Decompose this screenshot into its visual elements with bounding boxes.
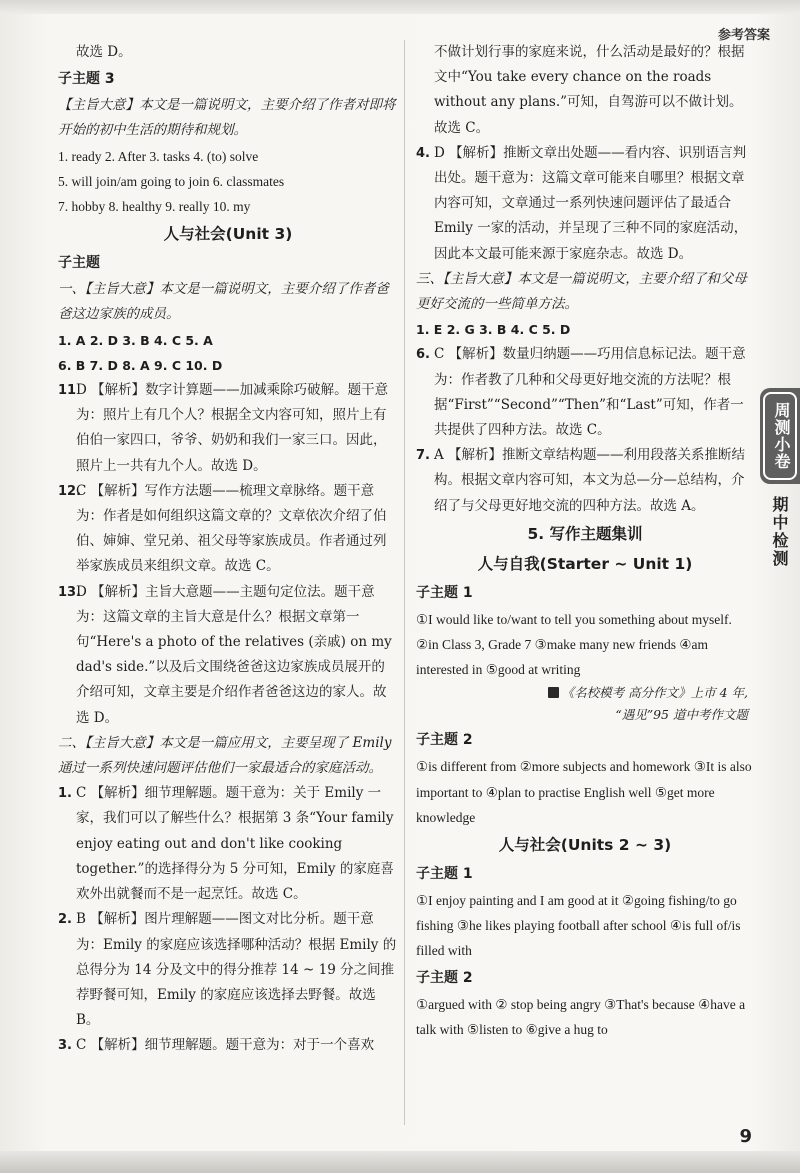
subtopic-3-answers-1: 1. ready 2. After 3. tasks 4. (to) solve [58, 148, 259, 164]
part1-main-idea: 一、【主旨大意】本文是一篇说明文，主要介绍了作者爸爸这边家族的成员。 [58, 281, 389, 323]
question-number: 2. [58, 912, 72, 928]
writing-subtopic-2-answers: ①is different from ②more subjects and homework ③It is also important to ④plan to practise English well ⑤get more knowledge [416, 759, 752, 825]
answers-row-1: 1. A 2. D 3. B 4. C 5. A [58, 332, 213, 348]
question-number: 6. [416, 347, 430, 363]
question-number: 13. [58, 584, 82, 600]
part2-question-4 [416, 141, 754, 267]
continued-answer: 故选 D。 [76, 44, 132, 60]
part3-question-7 [416, 443, 754, 519]
question-explanation: D 【解析】主旨大意题——主题句定位法。题干意为：这篇文章的主旨大意是什么？根据文章第一句“Here's a photo of the relatives (亲戚) on my dad's side.”以及后文围绕爸爸这边家族成员展开的介绍可知，文章主要是介绍作者爸爸这边的家人。故选 D。 [76, 583, 392, 726]
question-explanation: B 【解析】图片理解题——图文对比分析。题干意为：Emily 的家庭应该选择哪种活动？根据 Emily 的总得分为 14 分及文中的得分推荐 14 ~ 19 分之间推荐野餐可知，Emily 的家庭应该选择去野餐。故选 B。 [76, 911, 397, 1029]
section-header: 参考答案 [717, 28, 770, 43]
continued-explanation: 不做计划行事的家庭来说，什么活动是最好的？根据文中“You take every chance on the roads without any plans.”可知，自驾游可以不做计划。故选 C。 [434, 44, 745, 136]
writing-subtopic-1-title: 子主题 1 [416, 584, 473, 601]
question-number: 4. [416, 145, 430, 161]
writing-section-title: 5. 写作主题集训 [527, 524, 643, 543]
society-units-title: 人与社会(Units 2 ~ 3) [498, 836, 672, 855]
question-12 [58, 479, 398, 580]
question-11 [58, 378, 398, 479]
self-unit-title: 人与自我(Starter ~ Unit 1) [477, 554, 693, 573]
writing-subtopic-2-title: 子主题 2 [416, 732, 473, 749]
question-explanation: D 【解析】数字计算题——加减乘除巧破解。题干意为：照片上有几个人？根据全文内容可知，照片上有伯伯一家四口，爷爷、奶奶和我们一家三口。因此，照片上一共有九个人。故选 D。 [76, 382, 389, 474]
part3-main-idea: 三、【主旨大意】本文是一篇说明文，主要介绍了和父母更好交流的一些简单方法。 [416, 270, 747, 313]
question-explanation: C 【解析】写作方法题——梳理文章脉络。题干意为：作者是如何组织这篇文章的？文章依次介绍了伯伯、婶婶、堂兄弟、祖父母等家族成员。作者通过列举家族成员来组织文章。故选 C。 [76, 482, 387, 575]
subtopic-3-main-idea: 【主旨大意】本文是一篇说明文，主要介绍了作者对即将开始的初中生活的期待和规划。 [58, 97, 396, 139]
left-column [58, 40, 398, 1059]
subtopic-3-answers-2: 5. will join/am going to join 6. classmates [58, 173, 285, 189]
question-explanation: C 【解析】数量归纳题——巧用信息标记法。题干意为：作者教了几种和父母更好地交流的方法呢？根据“First”“Second”“Then”和“Last”可知，作者一共提供了四种方法。故选 C。 [434, 346, 746, 439]
question-number: 12. [58, 483, 82, 499]
question-number: 3. [58, 1038, 72, 1054]
scan-top-edge [0, 0, 800, 14]
part2-question-2 [58, 907, 398, 1033]
society-subtopic-2-title: 子主题 2 [416, 969, 473, 986]
question-number: 7. [416, 448, 430, 464]
subtopic-3-answers-3: 7. hobby 8. healthy 9. really 10. my [58, 199, 251, 215]
promo-note-line-2: “遇见”95 道中考作文题 [615, 707, 748, 723]
side-tab-label: 周测小卷 [763, 392, 797, 480]
society-subtopic-1-title: 子主题 1 [416, 866, 473, 883]
question-13 [58, 580, 398, 731]
part2-main-idea: 二、【主旨大意】本文是一篇应用文，主要呈现了 Emily 通过一系列快速问题评估他们一家最适合的家庭活动。 [58, 734, 392, 777]
question-number: 11 [58, 383, 77, 399]
part3-question-6 [416, 342, 754, 443]
column-divider [404, 40, 405, 1125]
promo-note-text-1: 《名校模考 高分作文》上市 4 年, [561, 685, 748, 701]
question-explanation: D 【解析】推断文章出处题——看内容、识别语言判出处。题干意为：这篇文章可能来自哪里？根据文章内容可知，文章通过一系列快速问题评估了最适合 Emily 一家的活动，并呈现了三种不同的家庭活动，因此本文最可能来源于家庭杂志。故选 D。 [434, 144, 748, 262]
part2-question-1 [58, 781, 398, 907]
answers-row-2: 6. B 7. D 8. A 9. C 10. D [58, 357, 223, 373]
page-number: 9 [739, 1126, 752, 1147]
society-subtopic-1-answers: ①I enjoy painting and I am good at it ②going fishing/to go fishing ③he likes playing football after school ④is full of/is filled with [416, 893, 741, 959]
right-column [416, 40, 754, 1042]
subtopic-title: 子主题 [58, 255, 100, 272]
question-explanation: C 【解析】细节理解题。题干意为：关于 Emily 一家，我们可以了解些什么？根据第 3 条“Your family enjoy eating out and don't like cooking together.”的选择得分为 5 分可知，Emily 的家庭喜欢外出就餐而不是一起烹饪。故选 C。 [76, 785, 394, 903]
promo-note-line-1 [416, 682, 754, 704]
society-unit3-title: 人与社会(Unit 3) [163, 225, 293, 244]
question-explanation: C 【解析】细节理解题。题干意为：对于一个喜欢 [76, 1037, 375, 1054]
society-subtopic-2-answers: ①argued with ② stop being angry ③That's because ④have a talk with ⑤listen to ⑥give a hug to [416, 996, 746, 1037]
question-explanation: A 【解析】推断文章结构题——利用段落关系推断结构。根据文章内容可知，本文为总—分—总结构，介绍了与父母更好地交流的四种方法。故选 A。 [434, 447, 746, 514]
book-icon [548, 687, 559, 698]
part2-question-3 [58, 1033, 398, 1058]
side-tab [760, 388, 800, 484]
answers-row-3: 1. E 2. G 3. B 4. C 5. D [416, 322, 571, 338]
side-tab-sub-label: 期中检测 [770, 496, 789, 568]
subtopic-3-title: 子主题 3 [58, 71, 115, 88]
scan-bottom-edge [0, 1151, 800, 1173]
question-number: 1. [58, 786, 72, 802]
writing-subtopic-1-answers: ①I would like to/want to tell you something about myself. ②in Class 3, Grade 7 ③make many new friends ④am interested in ⑤good at writing [416, 611, 732, 678]
